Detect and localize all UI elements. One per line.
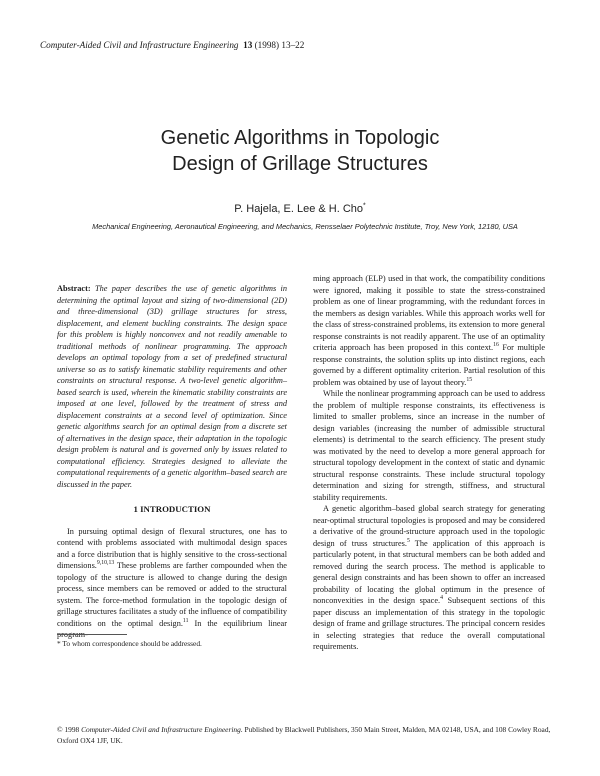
right-paragraph-3 <box>313 503 545 653</box>
right-text-b: For multiple response constraints, the solution splits up into distinct regions, each governed by a different optimality criterion. Partial resolution of this problem was obtained by use of layout theory. <box>313 343 545 387</box>
author-names: P. Hajela, E. Lee & H. Cho <box>234 203 364 215</box>
right-column <box>313 273 545 653</box>
paper-title-line-1: Genetic Algorithms in Topologic <box>160 127 440 149</box>
footnote: * To whom correspondence should be addressed. <box>57 639 202 648</box>
affiliation: Mechanical Engineering, Aeronautical Engineering, and Mechanics, Rensselaer Polytechnic Institute, Troy, New York, 12180, USA <box>92 222 518 231</box>
footnote-divider <box>57 634 127 635</box>
copyright-prefix: © 1998 <box>57 725 82 734</box>
citation-ref: 15 <box>466 376 473 383</box>
right-text-e: Subsequent sections of this paper discuss an implementation of this strategy in the topologic design of frame and grillage structures. The principal concern resides in selecting strategies that reduce the overall computational requirements. <box>313 596 545 651</box>
copyright-publisher: . Published by Blackwell Publishers, 350 Main Street, Malden, MA 02148, USA, and 108 Cowley Road, Oxford OX4 1JF, UK. <box>57 725 551 745</box>
journal-header <box>40 40 304 50</box>
abstract-label: Abstract: <box>57 284 91 293</box>
section-heading-introduction: 1 INTRODUCTION <box>133 504 211 514</box>
copyright-journal: Computer-Aided Civil and Infrastructure Engineering <box>81 725 241 734</box>
copyright-notice <box>57 724 557 746</box>
authors <box>0 203 600 215</box>
intro-text-c: In the equilibrium linear program- <box>57 618 287 639</box>
citation-ref: 16 <box>493 342 499 349</box>
paper-title-line-2: Design of Grillage Structures <box>172 153 428 175</box>
intro-paragraph-1 <box>57 526 287 641</box>
right-text-d: The application of this approach is particularly potent, in that structural members can be both added and removed during the search process. The method is applicable to general design constraints and has been shown to offer an increased probability of locating the global optimum in the presence of nonconvexities in the design space. <box>313 538 545 605</box>
intro-text-b: These problems are farther compounded when the topology of the structure is allowed to change during the design process, since members can be removed or added to the structural system. The force-method formulation in the topologic design of grillage structures facilitates a study of the influence of compatibility conditions on the optimal design. <box>57 561 287 628</box>
journal-volume: 13 <box>243 40 253 50</box>
abstract <box>57 283 287 490</box>
citation-ref: 9,10,13 <box>96 560 115 567</box>
right-paragraph-2: While the nonlinear programming approach can be used to address the problem of multiple response constraints, its effectiveness is limited to smaller problems, since an increase in the number of design variables (increasing the number of admissible structural elements) is detrimental to the search efficiency. The present study was motivated by the need to develop a more general approach for structural topology development in the context of static and dynamic structural response constraints. These include structural topology determination and sizing for strength, stiffness, and structural stability requirements. <box>313 389 545 502</box>
right-text-a: ming approach (ELP) used in that work, the compatibility conditions were ignored, making it possible to state the stress-constrained problem as one of linear programming, with the redundant forces in the members as design variables. While this approach works well for the class of stress-constrained problems, its extension to more general response constraints is not readily apparent. The use of an optimality criteria approach has been proposed in this context. <box>313 274 545 352</box>
intro-text-a: In pursuing optimal design of flexural structures, one has to contend with problems associated with multimodal design spaces and a force distribution that is highly sensitive to the cross-sectional dimensions. <box>57 526 287 570</box>
citation-ref: 11 <box>182 617 189 624</box>
right-text-c: A genetic algorithm–based global search strategy for generating near-optimal structural topologies is proposed and may be considered a derivative of the ground-structure approach used in the topologic design of truss structures. <box>313 504 545 548</box>
left-column <box>57 283 287 641</box>
journal-title: Computer-Aided Civil and Infrastructure Engineering <box>40 40 239 50</box>
author-mark: * <box>363 202 366 210</box>
paper-title <box>0 125 600 177</box>
citation-ref: 5 <box>406 537 410 544</box>
citation-ref: 4 <box>440 595 443 602</box>
right-paragraph-1 <box>313 273 545 388</box>
journal-year-pages: (1998) 13–22 <box>254 40 305 50</box>
abstract-text: The paper describes the use of genetic algorithms in determining the optimal layout and sizing of two-dimensional (2D) and three-dimensional (3D) grillage structures for stress, displacement, and element buckling constraints. The design space for this problem is highly nonconvex and not readily amenable to traditional methods of nonlinear programming. The approach develops an optimal topology from a set of predefined structural universe so as to satisfy kinematic stability requirements and other constraints on structural response. A two-level genetic algorithm–based search is used, wherein the kinematic stability constraints are imposed at one level, followed by the treatment of stress and displacement constraints at a second level of optimization. Since genetic algorithms search for an optimal design from a discrete set of alternatives in the design space, their adaptation in the topologic design problem is natural and is governed only by issues related to computational efficiency. Strategies designed to alleviate the computational requirements of a genetic algorithm–based search are discussed in the paper. <box>57 284 287 489</box>
